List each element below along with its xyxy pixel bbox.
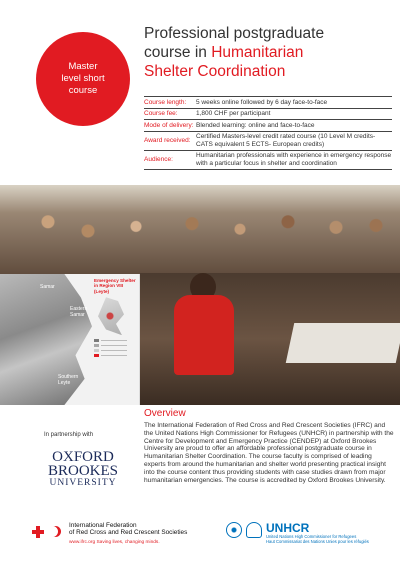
detail-value: 5 weeks online followed by 6 day face-to-face bbox=[196, 98, 328, 106]
legend-line bbox=[101, 340, 127, 341]
legend-row bbox=[94, 353, 138, 358]
overview-heading: Overview bbox=[144, 408, 186, 419]
badge-line: course bbox=[68, 85, 98, 96]
map-side-panel bbox=[94, 278, 138, 358]
badge-line: level short bbox=[61, 73, 105, 84]
detail-row-audience bbox=[144, 150, 392, 170]
course-details-table bbox=[144, 96, 392, 170]
red-crescent-icon bbox=[50, 526, 61, 537]
badge-line: Master bbox=[68, 61, 98, 72]
map-label: Southern Leyte bbox=[58, 374, 79, 386]
title-accent: Humanitarian bbox=[211, 44, 304, 61]
workshop-photo bbox=[0, 185, 400, 277]
shelter-photo bbox=[140, 273, 400, 405]
red-cross-icon bbox=[32, 526, 44, 538]
legend-swatch bbox=[94, 344, 99, 347]
legend-swatch bbox=[94, 339, 99, 342]
person-red-shirt bbox=[174, 295, 234, 375]
detail-row-award bbox=[144, 131, 392, 150]
unhcr-line: Haut Commissariat des Nations Unies pour les réfugiés bbox=[266, 539, 369, 544]
ifrc-logo bbox=[32, 522, 187, 546]
unhcr-hands-icon bbox=[246, 522, 262, 538]
unhcr-line: United Nations High Commissioner for Refugees bbox=[266, 534, 357, 539]
partner-label: In partnership with bbox=[44, 432, 94, 438]
map-overview-mini bbox=[94, 297, 134, 335]
logo-line: UNIVERSITY bbox=[49, 478, 117, 488]
detail-value: Humanitarian professionals with experience in emergency response with a particular focus in shelter and coordination bbox=[196, 152, 392, 168]
detail-value: 1,800 CHF per participant bbox=[196, 110, 271, 118]
legend-line bbox=[101, 350, 127, 351]
unhcr-logo bbox=[226, 522, 369, 544]
logo-line: OXFORD bbox=[52, 449, 114, 465]
detail-value: Certified Masters-level credit rated course (10 Level M credits- CATS equivalent 5 ECTS- European credits) bbox=[196, 133, 376, 148]
map-label: Eastern Samar bbox=[70, 306, 88, 318]
detail-row-mode bbox=[144, 119, 392, 131]
detail-label: Award received: bbox=[144, 137, 191, 145]
title-line bbox=[144, 43, 392, 62]
map-title: Emergency Shelter in Region VIII (Leyte) bbox=[94, 278, 136, 294]
map-legend bbox=[94, 338, 138, 358]
detail-label: Mode of delivery: bbox=[144, 121, 194, 129]
overview-text: The International Federation of Red Cross and Red Crescent Societies (IFRC) and the United Nations High Commissioner for Refugees (UNHCR) in partnership with the Centre for Development and Emergency Practice (CENDEP) at Oxford Brookes University are proud to offer an affordable professional postgraduate course in Humanitarian Shelter Coordination. The course faculty is comprised of leading experts from around the humanitarian and shelter world presenting practical insight into the course content thus providing students with case studies drawn from major humanitarian emergencies. The course is accredited by Oxford Brookes University. bbox=[144, 422, 394, 484]
bed bbox=[286, 323, 400, 363]
legend-swatch bbox=[94, 354, 99, 357]
un-emblem-icon bbox=[226, 522, 242, 538]
ifrc-tagline: www.ifrc.org Saving lives, changing minds. bbox=[69, 539, 160, 545]
ifrc-name bbox=[69, 522, 187, 546]
detail-label: Course length: bbox=[144, 98, 187, 106]
detail-label: Course fee: bbox=[144, 110, 178, 118]
detail-row-fee bbox=[144, 108, 392, 120]
unhcr-name bbox=[266, 522, 369, 544]
title-line: Shelter Coordination bbox=[144, 63, 286, 80]
ifrc-line: of Red Cross and Red Crescent Societies bbox=[69, 529, 188, 537]
shelter-map bbox=[0, 274, 140, 405]
title-plain: course in bbox=[144, 44, 212, 61]
legend-line bbox=[101, 355, 127, 356]
course-level-badge bbox=[36, 32, 130, 126]
legend-line bbox=[101, 345, 127, 346]
logo-line: BROOKES bbox=[47, 463, 118, 479]
detail-label: Audience: bbox=[144, 156, 173, 164]
page-title bbox=[144, 24, 392, 81]
oxford-brookes-logo bbox=[38, 450, 128, 488]
detail-row-length bbox=[144, 96, 392, 108]
map-label: Samar bbox=[40, 284, 55, 290]
detail-value: Blended learning: online and face-to-face bbox=[196, 121, 315, 129]
legend-swatch bbox=[94, 349, 99, 352]
ifrc-line: International Federation bbox=[69, 522, 137, 529]
title-line: Professional postgraduate bbox=[144, 25, 325, 42]
unhcr-title: UNHCR bbox=[266, 521, 310, 535]
